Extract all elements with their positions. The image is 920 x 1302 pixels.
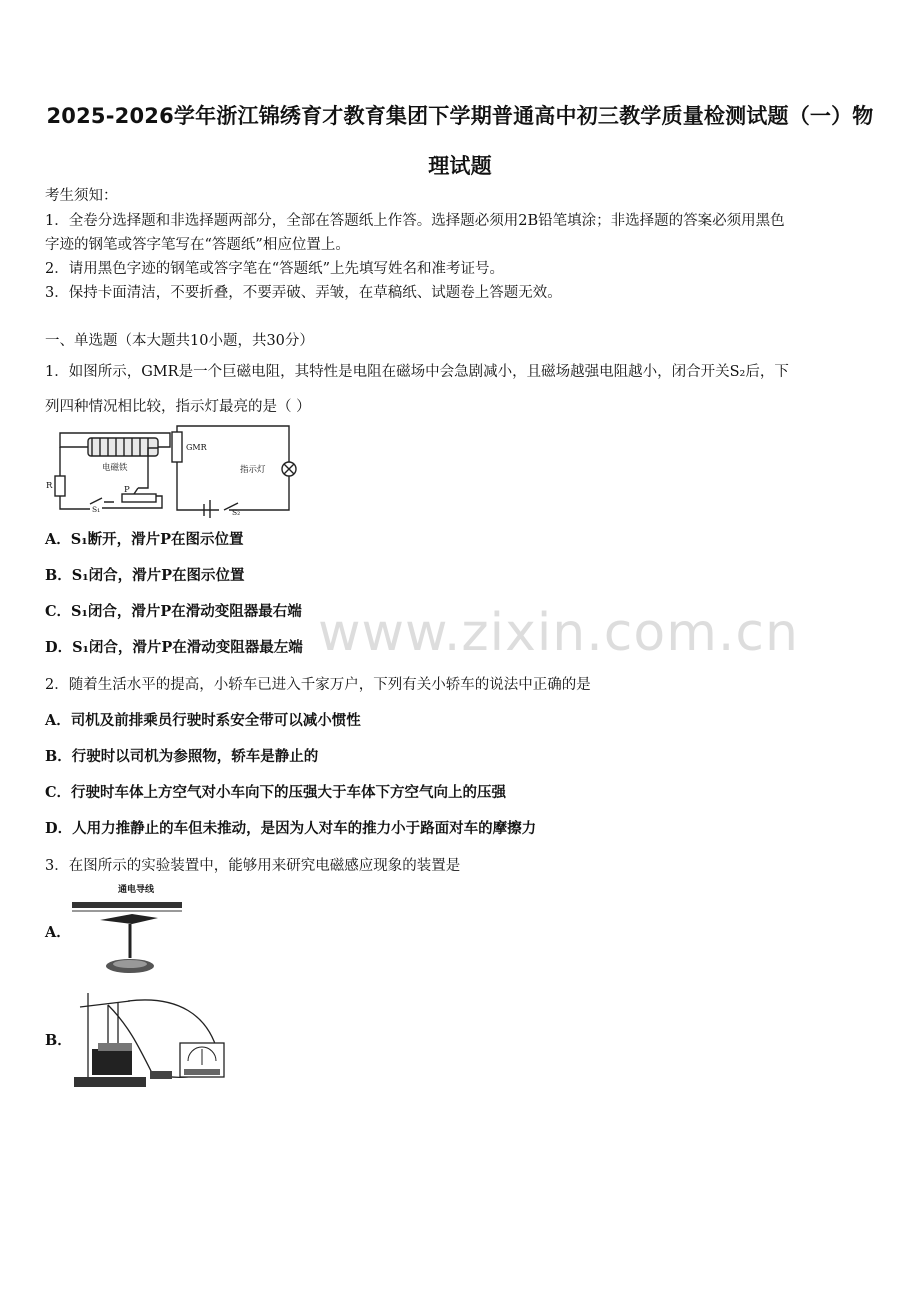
label-p: P — [124, 485, 130, 495]
notice-item-3: 3．保持卡面清洁，不要折叠，不要弄破、弄皱，在草稿纸、试题卷上答题无效。 — [45, 285, 562, 301]
q1-text-line1: 1．如图所示，GMR是一个巨磁电阻，其特性是电阻在磁场中会急剧减小，且磁场越强电阻越小，闭合开关S₂后，下 — [45, 364, 789, 380]
q2-option-a: A．司机及前排乘员行驶时系安全带可以减小惯性 — [45, 712, 361, 729]
label-gmr: GMR — [186, 443, 207, 452]
label-s1: S₁ — [92, 505, 101, 514]
q1-text-line2: 列四种情况相比较，指示灯最亮的是（ ） — [45, 399, 311, 415]
q3-option-a-label: A． — [45, 924, 71, 941]
label-electromagnet: 电磁铁 — [102, 463, 128, 473]
q3-option-b-label: B． — [45, 1032, 72, 1049]
q1-circuit-diagram — [44, 424, 304, 518]
notice-item-2: 2．请用黑色字迹的钢笔或答字笔在“答题纸”上先填写姓名和准考证号。 — [45, 261, 505, 277]
q1-option-a: A．S₁断开，滑片P在图示位置 — [45, 531, 244, 548]
q1-option-b: B．S₁闭合，滑片P在图示位置 — [45, 567, 245, 584]
q2-option-c: C．行驶时车体上方空气对小车向下的压强大于车体下方空气向上的压强 — [45, 784, 507, 801]
q2-option-b: B．行驶时以司机为参照物，轿车是静止的 — [45, 748, 319, 765]
q3-figure-b-induction-apparatus — [68, 985, 233, 1095]
q1-option-c: C．S₁闭合，滑片P在滑动变阻器最右端 — [45, 603, 302, 620]
q2-option-d: D．人用力推静止的车但未推动，是因为人对车的推力小于路面对车的摩擦力 — [45, 820, 537, 837]
label-lamp: 指示灯 — [240, 465, 266, 475]
q3-text: 3．在图所示的实验装置中，能够用来研究电磁感应现象的装置是 — [45, 858, 461, 874]
label-s2: S₂ — [232, 508, 241, 517]
q1-option-d: D．S₁闭合，滑片P在滑动变阻器最左端 — [45, 639, 303, 656]
notice-heading: 考生须知： — [45, 188, 118, 204]
watermark: www.zixin.com.cn — [318, 603, 799, 663]
label-current-wire: 通电导线 — [118, 885, 155, 895]
exam-title-line2: 理试题 — [428, 154, 492, 178]
q2-text: 2．随着生活水平的提高，小轿车已进入千家万户，下列有关小轿车的说法中正确的是 — [45, 677, 591, 693]
section-heading-single-choice: 一、单选题（本大题共10小题，共30分） — [45, 333, 314, 349]
label-r: R — [46, 481, 53, 491]
notice-item-1a: 1．全卷分选择题和非选择题两部分，全部在答题纸上作答。选择题必须用2B铅笔填涂；非选择题的答案必须用黑色 — [45, 213, 785, 229]
q3-figure-a-wire-compass — [70, 880, 185, 980]
exam-title-line1: 2025-2026学年浙江锦绣育才教育集团下学期普通高中初三教学质量检测试题（一）物 — [46, 104, 874, 128]
notice-item-1b: 字迹的钢笔或答字笔写在“答题纸”相应位置上。 — [45, 237, 350, 253]
